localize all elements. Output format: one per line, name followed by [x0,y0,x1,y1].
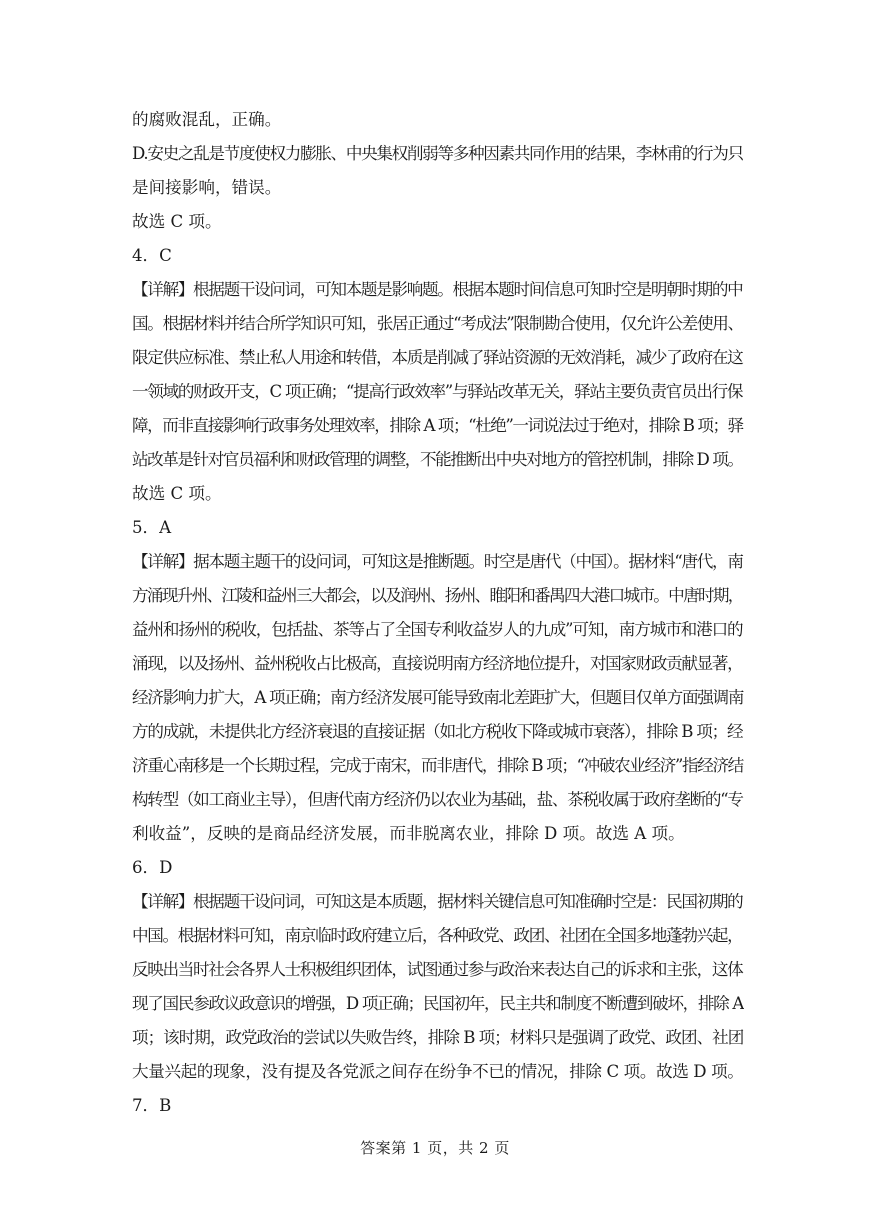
explanation-line: 限定供应标准、禁止私人用途和转借，本质是削减了驿站资源的无效消耗，减少了政府在这 [132,348,743,367]
explanation-line: 一领域的财政开支，C 项正确；“提高行政效率”与驿站改革无关，驿站主要负责官员出行保 [132,382,743,401]
explanation-line: 项；该时期，政党政治的尝试以失败告终，排除 B 项；材料只是强调了政党、政团、社团 [132,1028,744,1047]
explanation-line: 方的成就，未提供北方经济衰退的直接证据（如北方税收下降或城市衰落），排除 B 项；经 [132,722,743,741]
explanation-line: 反映出当时社会各界人士积极组织团体，试图通过参与政治来表达自己的诉求和主张，这体 [132,960,743,979]
paragraph-line: 的腐败混乱，正确。 [132,110,282,129]
explanation-line: 大量兴起的现象，没有提及各党派之间存在纷争不已的情况，排除 C 项。故选 D 项。 [132,1062,744,1081]
explanation-line: 障，而非直接影响行政事务处理效率，排除 A 项；“杜绝”一词说法过于绝对，排除 B 项；驿 [132,416,743,435]
explanation-line: 构转型（如工商业主导），但唐代南方经济仍以农业为基础，盐、茶税收属于政府垄断的“专 [132,790,743,809]
question-7 [132,1089,744,1123]
paragraph-line: 是间接影响，错误。 [132,178,282,197]
explanation-line: 利收益”，反映的是商品经济发展，而非脱离农业，排除 D 项。故选 A 项。 [132,824,685,843]
paragraph-line: D.安史之乱是节度使权力膨胀、中央集权削弱等多种因素共同作用的结果，李林甫的行为只 [132,144,743,163]
explanation-line: 现了国民参政议政意识的增强，D 项正确；民国初年，民主共和制度不断遭到破坏，排除 A [132,994,744,1013]
question-6 [132,851,744,1089]
explanation-line: 济重心南移是一个长期过程，完成于南宋，而非唐代，排除 B 项；“冲破农业经济”指经济结 [132,756,743,775]
explanation-line: 国。根据材料并结合所学知识可知，张居正通过“考成法”限制勘合使用，仅允许公差使用、 [132,314,743,333]
explanation-line: 益州和扬州的税收，包括盐、茶等占了全国专利收益岁人的九成”可知，南方城市和港口的 [132,620,743,639]
answer-document [132,103,744,1123]
explanation-line: 方涌现升州、江陵和益州三大都会，以及润州、扬州、睢阳和番禺四大港口城市。中唐时期， [132,586,743,605]
explanation-line: 涌现，以及扬州、益州税收占比极高，直接说明南方经济地位提升，对国家财政贡献显著， [132,654,743,673]
answer-heading: 6．D [132,858,173,877]
explanation-line: 站改革是针对官员福利和财政管理的调整，不能推断出中央对地方的管控机制，排除 D 项。 [132,450,743,469]
answer-heading: 4．C [132,246,172,265]
explanation-line: 中国。根据材料可知，南京临时政府建立后，各种政党、政团、社团在全国多地蓬勃兴起， [132,926,743,945]
paragraph-line: 故选 C 项。 [132,212,222,231]
question-4 [132,239,744,511]
answer-heading: 7．B [132,1096,172,1115]
question-5 [132,511,744,851]
explanation-line: 【详解】根据题干设问词，可知本题是影响题。根据本题时间信息可知时空是明朝时期的中 [132,280,743,299]
page-footer: 答案第 1 页，共 2 页 [360,1139,510,1157]
explanation-line: 经济影响力扩大，A 项正确；南方经济发展可能导致南北差距扩大，但题目仅单方面强调南 [132,688,744,707]
answer-heading: 5．A [132,518,172,537]
explanation-line: 【详解】据本题主题干的设问词，可知这是推断题。时空是唐代（中国）。据材料“唐代，南 [132,552,743,571]
explanation-line: 【详解】根据题干设问词，可知这是本质题，据材料关键信息可知准确时空是：民国初期的 [132,892,743,911]
continuation-block [132,103,744,239]
explanation-line: 故选 C 项。 [132,484,222,503]
